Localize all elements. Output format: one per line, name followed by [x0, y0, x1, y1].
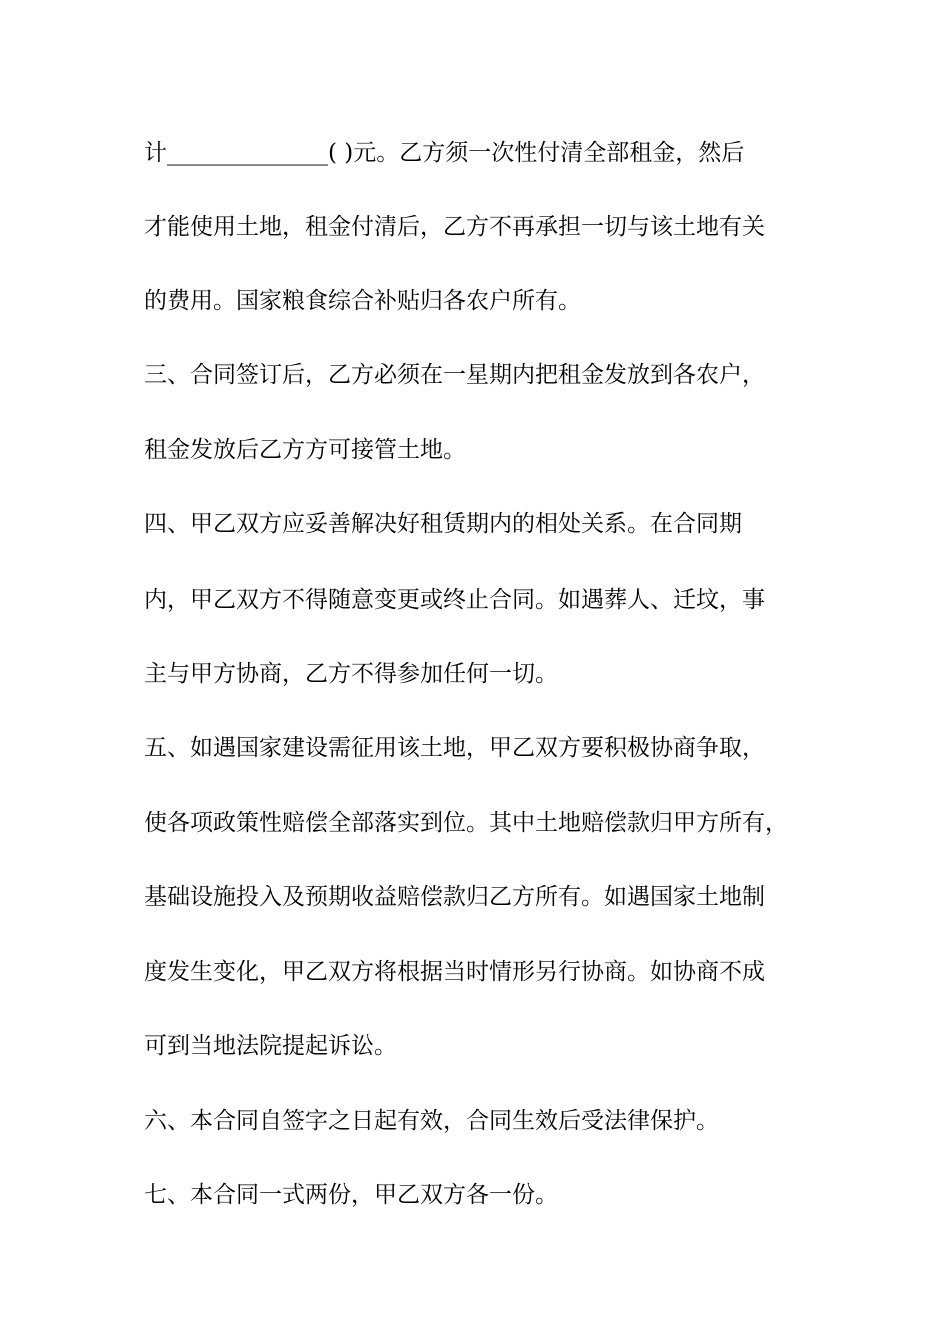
text-line: 四、甲乙双方应妥善解决好租赁期内的相处关系。在合同期 [144, 511, 742, 537]
text-line: 使各项政策性赔偿全部落实到位。其中土地赔偿款归甲方所有， [144, 810, 788, 836]
text-line: 五、如遇国家建设需征用该土地，甲乙双方要积极协商争取， [144, 735, 765, 761]
text-line: 度发生变化，甲乙双方将根据当时情形另行协商。如协商不成 [144, 959, 765, 985]
text-line: 六、本合同自签字之日起有效，合同生效后受法律保护。 [144, 1108, 719, 1134]
text-line: 内，甲乙双方不得随意变更或终止合同。如遇葬人、迁坟，事 [144, 587, 765, 613]
text-line: 的费用。国家粮食综合补贴归各农户所有。 [144, 288, 581, 314]
text-line: 主与甲方协商，乙方不得参加任何一切。 [144, 661, 558, 687]
text-line: 三、合同签订后，乙方必须在一星期内把租金发放到各农户， [144, 362, 765, 388]
text-line: 才能使用土地，租金付清后，乙方不再承担一切与该土地有关 [144, 214, 765, 240]
text-line: 七、本合同一式两份，甲乙双方各一份。 [144, 1182, 558, 1208]
text-line: 可到当地法院提起诉讼。 [144, 1033, 397, 1059]
text-line: 基础设施投入及预期收益赔偿款归乙方所有。如遇国家土地制 [144, 884, 765, 910]
text-line: 计______________( )元。乙方须一次性付清全部租金，然后 [144, 140, 745, 166]
text-line: 租金发放后乙方方可接管土地。 [144, 437, 466, 463]
